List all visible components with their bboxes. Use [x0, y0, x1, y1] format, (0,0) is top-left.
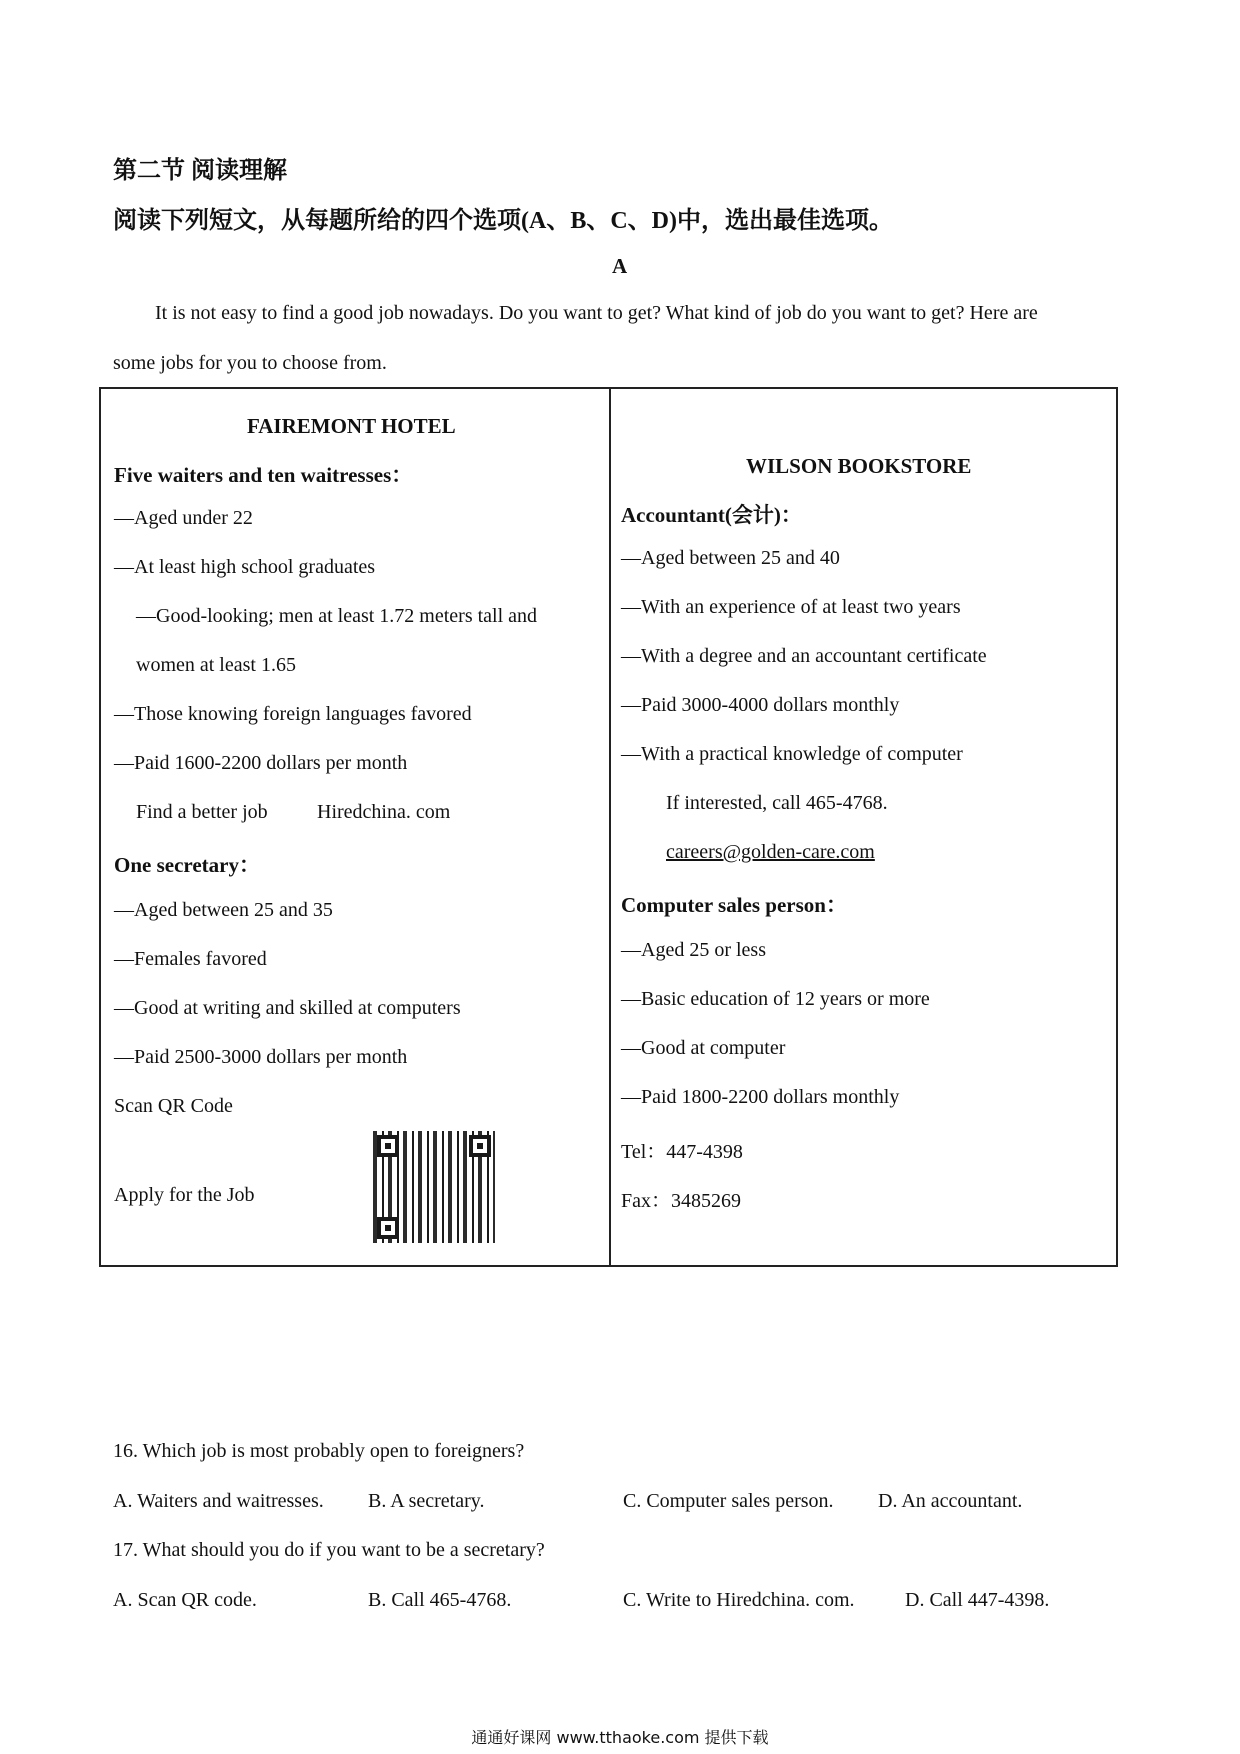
- secretary-req-1: —Aged between 25 and 35: [114, 899, 333, 921]
- sales-heading: Computer sales person：: [621, 893, 847, 917]
- waiters-req-5: —Paid 1600-2200 dollars per month: [114, 752, 408, 774]
- accountant-req-1: —Aged between 25 and 40: [621, 547, 840, 569]
- sales-req-1: —Aged 25 or less: [621, 939, 766, 961]
- accountant-req-3: —With a degree and an accountant certificate: [621, 645, 987, 667]
- email-link[interactable]: careers@golden-care.com: [666, 841, 875, 863]
- sales-req-3: —Good at computer: [621, 1037, 786, 1059]
- question-17-stem: 17. What should you do if you want to be a secretary?: [113, 1539, 545, 1561]
- job-ads-table: [99, 387, 1118, 1267]
- question-16-option-c: C. Computer sales person.: [623, 1490, 834, 1512]
- apply-label: Apply for the Job: [114, 1184, 255, 1206]
- intro-line-2: some jobs for you to choose from.: [113, 352, 387, 374]
- bookstore-title: WILSON BOOKSTORE: [746, 454, 972, 478]
- call-line: If interested, call 465-4768.: [666, 792, 888, 814]
- question-17-option-d: D. Call 447-4398.: [905, 1589, 1050, 1611]
- secretary-req-2: —Females favored: [114, 948, 267, 970]
- secretary-heading: One secretary：: [114, 853, 260, 877]
- waiters-heading: Five waiters and ten waitresses：: [114, 463, 413, 487]
- sales-req-4: —Paid 1800-2200 dollars monthly: [621, 1086, 900, 1108]
- secretary-req-3: —Good at writing and skilled at computers: [114, 997, 461, 1019]
- accountant-heading: Accountant(会计)：: [621, 503, 802, 527]
- hiredchina-site: Hiredchina. com: [317, 801, 451, 823]
- waiters-req-3: —Good-looking; men at least 1.72 meters tall and: [136, 605, 538, 627]
- accountant-req-4: —Paid 3000-4000 dollars monthly: [621, 694, 900, 716]
- qr-finder: [377, 1135, 399, 1157]
- secretary-req-4: —Paid 2500-3000 dollars per month: [114, 1046, 408, 1068]
- question-16-option-d: D. An accountant.: [878, 1490, 1023, 1512]
- scan-qr-label: Scan QR Code: [114, 1095, 233, 1117]
- question-17-option-c: C. Write to Hiredchina. com.: [623, 1589, 855, 1611]
- accountant-req-2: —With an experience of at least two years: [621, 596, 961, 618]
- hotel-title: FAIREMONT HOTEL: [247, 414, 456, 438]
- question-17-option-a: A. Scan QR code.: [113, 1589, 257, 1611]
- passage-letter: A: [612, 254, 628, 278]
- tel-line: Tel：447-4398: [621, 1141, 743, 1163]
- sales-req-2: —Basic education of 12 years or more: [621, 988, 930, 1010]
- qr-finder: [469, 1135, 491, 1157]
- footer-watermark: 通通好课网 www.tthaoke.com 提供下载: [471, 1728, 769, 1747]
- question-16-option-b: B. A secretary.: [368, 1490, 485, 1512]
- waiters-req-1: —Aged under 22: [114, 507, 253, 529]
- find-better-job: Find a better job: [136, 801, 268, 823]
- instruction: 阅读下列短文，从每题所给的四个选项(A、B、C、D)中，选出最佳选项。: [113, 208, 893, 234]
- question-16-option-a: A. Waiters and waitresses.: [113, 1490, 324, 1512]
- qr-code[interactable]: [373, 1131, 495, 1243]
- question-16-stem: 16. Which job is most probably open to foreigners?: [113, 1440, 525, 1462]
- question-17-option-b: B. Call 465-4768.: [368, 1589, 512, 1611]
- intro-line-1: It is not easy to find a good job nowadays. Do you want to get? What kind of job do you want to get? Here are: [155, 302, 1038, 324]
- waiters-req-3-cont: women at least 1.65: [136, 654, 296, 676]
- qr-finder: [377, 1217, 399, 1239]
- waiters-req-2: —At least high school graduates: [114, 556, 376, 578]
- waiters-req-4: —Those knowing foreign languages favored: [114, 703, 472, 725]
- fax-line: Fax：3485269: [621, 1190, 741, 1212]
- section-title: 第二节 阅读理解: [113, 158, 287, 184]
- accountant-req-5: —With a practical knowledge of computer: [621, 743, 963, 765]
- table-divider: [609, 389, 611, 1265]
